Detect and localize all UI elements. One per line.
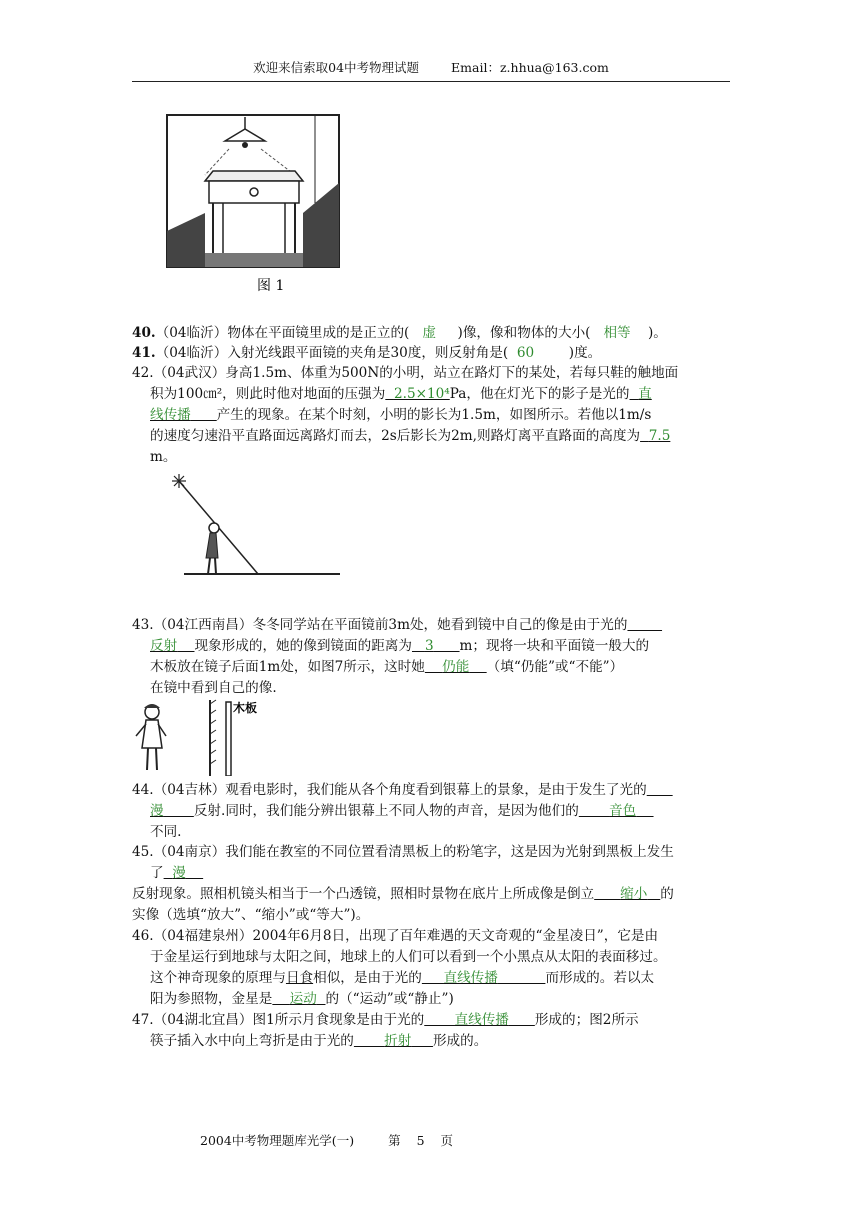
question-text: 日食: [285, 970, 314, 986]
question-text: 反射.同时，我们能分辨出银幕上不同人物的声音，是因为他们的: [193, 803, 579, 819]
question-42: [132, 363, 732, 468]
question-text: 木板放在镜子后面1m处，如图7所示，这时她: [150, 659, 425, 675]
answer: 7.5: [648, 428, 671, 444]
answer: 缩小: [620, 886, 648, 902]
question-text: 了: [150, 865, 164, 881]
question-text: （04临沂）物体在平面镜里成的是正立的(: [155, 325, 410, 341]
question-text: )度。: [568, 345, 602, 361]
answer: 音色: [609, 803, 637, 819]
question-number: 46.: [132, 928, 154, 944]
question-text: 这个神奇现象的原理与: [150, 970, 286, 986]
question-text: （04福建泉州）2004年6月8日，出现了百年难遇的天文奇观的“金星凌日”，它是由: [153, 928, 659, 944]
question-47: [132, 1010, 732, 1052]
board-label: 木板: [233, 701, 258, 715]
question-number: 44.: [132, 782, 154, 798]
question-text: （04武汉）身高1.5m、体重为500N的小明，站立在路灯下的某处，若每只鞋的触地面: [153, 365, 679, 381]
question-text: 的速度匀速沿平直路面远离路灯而去，2s后影长为2m,则路灯离平直路面的高度为: [150, 428, 641, 444]
question-text: （04临沂）入射光线跟平面镜的夹角是30度，则反射角是(: [155, 345, 509, 361]
question-text: 在镜中看到自己的像.: [150, 680, 277, 696]
footer-page-number: 5: [416, 1133, 425, 1148]
question-text: 阳为参照物，金星是: [150, 991, 273, 1007]
question-text: （04湖北宜昌）图1所示月食现象是由于光的: [153, 1012, 425, 1028]
answer: 直线传播: [443, 970, 498, 986]
answer: 直线传播: [454, 1012, 509, 1028]
figure-street-lamp-shadow: [170, 472, 342, 582]
answer: 漫: [150, 803, 164, 819]
header-title: 欢迎来信索取04中考物理试题: [253, 60, 420, 75]
question-text: 形成的。: [432, 1033, 488, 1049]
question-number: 42.: [132, 365, 154, 381]
question-text: Pa，他在灯光下的影子是光的: [449, 386, 630, 402]
question-text: （04江西南昌）冬冬同学站在平面镜前3m处，她看到镜中自己的像是由于光的: [153, 617, 628, 633]
question-text: 反射现象。照相机镜头相当于一个凸透镜，照相时景物在底片上所成像是倒立: [132, 886, 595, 902]
question-text: 的: [660, 886, 674, 902]
question-text: 形成的；图2所示: [534, 1012, 639, 1028]
question-text: 现象形成的，她的像到镜面的距离为: [194, 638, 412, 654]
answer: 直: [638, 386, 652, 402]
answer: 3: [424, 638, 434, 654]
question-text: （04吉林）观看电影时，我们能从各个角度看到银幕上的景象，是由于发生了光的: [153, 782, 647, 798]
figure-1-caption: 图 1: [257, 278, 285, 294]
page-header: [132, 58, 730, 82]
answer: 60: [516, 345, 535, 361]
figure-lamp-table: [165, 113, 380, 295]
question-number: 47.: [132, 1012, 154, 1028]
question-text: 产生的现象。在某个时刻，小明的影长为1.5m，如图所示。若他以1m/s: [216, 407, 652, 423]
question-number: 41.: [132, 345, 156, 361]
question-43: [132, 615, 732, 699]
answer: 虚: [422, 325, 436, 341]
question-number: 43.: [132, 617, 154, 633]
question-text: 相似，是由于光的: [313, 970, 422, 986]
answer: 相等: [603, 325, 631, 341]
page-footer: [200, 1131, 483, 1149]
question-text: )像，像和物体的大小(: [457, 325, 591, 341]
question-text: 于金星运行到地球与太阳之间，地球上的人们可以看到一个小黑点从太阳的表面移过。: [150, 949, 667, 965]
question-44: [132, 780, 732, 843]
question-text: 不同.: [150, 824, 182, 840]
question-45: [132, 842, 732, 926]
footer-page-pre: 第: [388, 1133, 401, 1148]
question-text: （填“仍能”或“不能”）: [486, 659, 624, 675]
answer: 运动: [289, 991, 317, 1007]
answer: 仍能: [442, 659, 470, 675]
answer: 折射: [384, 1033, 412, 1049]
question-text: 筷子插入水中向上弯折是由于光的: [150, 1033, 354, 1049]
question-text: m；现将一块和平面镜一般大的: [459, 638, 650, 654]
answer: 线传播: [150, 407, 191, 423]
question-text: 而形成的。若以太: [545, 970, 655, 986]
answer: 2.5×10⁴: [393, 386, 450, 402]
question-text: m。: [150, 449, 177, 465]
question-text: （04南京）我们能在教室的不同位置看清黑板上的粉笔字，这是因为光射到黑板上发生: [153, 844, 674, 860]
question-number: 40.: [132, 325, 156, 341]
figure-mirror-board: [130, 698, 260, 776]
question-41: [132, 343, 732, 364]
question-number: 45.: [132, 844, 154, 860]
question-text: 的（“运动”或“静止”): [325, 991, 454, 1007]
footer-title: 2004中考物理题库光学(一): [200, 1133, 355, 1148]
question-text: 实像（选填“放大”、“缩小”或“等大”)。: [132, 907, 370, 923]
answer: 反射: [150, 638, 178, 654]
answer: 漫: [172, 865, 186, 881]
question-text: 积为100㎝²，则此时他对地面的压强为: [150, 386, 386, 402]
question-text: )。: [647, 325, 667, 341]
footer-page-post: 页: [440, 1133, 454, 1148]
header-email: Email：z.hhua@163.com: [451, 60, 609, 75]
question-40: [132, 323, 732, 344]
question-46: [132, 926, 732, 1010]
